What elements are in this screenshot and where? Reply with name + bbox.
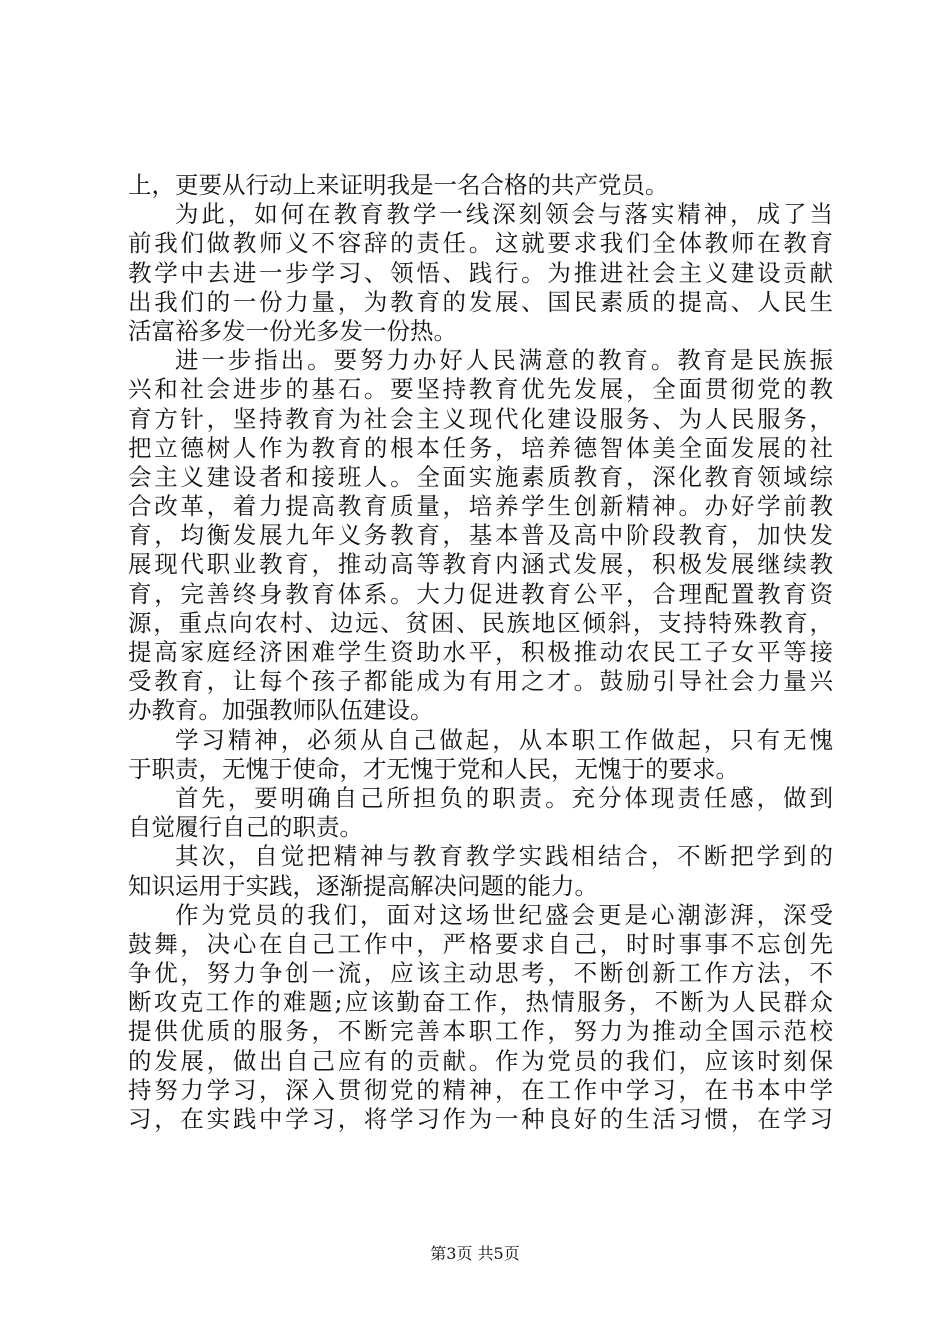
text-line: 受教育，让每个孩子都能成为有用之才。鼓励引导社会力量兴 (128, 667, 833, 696)
text-line: 源，重点向农村、边远、贫困、民族地区倾斜，支持特殊教育， (128, 608, 833, 637)
text-line: 为此，如何在教育教学一线深刻领会与落实精神，成了当 (175, 200, 833, 229)
text-line: 上，更要从行动上来证明我是一名合格的共产党员。 (128, 171, 669, 199)
text-line: 其次，自觉把精神与教育教学实践相结合，不断把学到的 (175, 842, 833, 871)
text-line: 争优，努力争创一流，应该主动思考，不断创新工作方法，不 (128, 959, 833, 988)
text-line: 前我们做教师义不容辞的责任。这就要求我们全体教师在教育 (128, 229, 833, 258)
text-line: 作为党员的我们，面对这场世纪盛会更是心潮澎湃，深受 (175, 900, 833, 929)
text-line: 出我们的一份力量，为教育的发展、国民素质的提高、人民生 (128, 287, 833, 316)
document-body (128, 171, 833, 1134)
text-line: 合改革，着力提高教育质量，培养学生创新精神。办好学前教 (128, 492, 833, 521)
text-line: 教学中去进一步学习、领悟、践行。为推进社会主义建设贡献 (128, 258, 833, 287)
text-line: 的发展，做出自己应有的贡献。作为党员的我们，应该时刻保 (128, 1046, 833, 1075)
text-line: 育，均衡发展九年义务教育，基本普及高中阶段教育，加快发 (128, 521, 833, 550)
text-line: 于职责，无愧于使命，才无愧于党和人民，无愧于的要求。 (128, 754, 739, 783)
text-line: 学习精神，必须从自己做起，从本职工作做起，只有无愧 (175, 725, 833, 754)
page-number: 第3页 共5页 (430, 1244, 520, 1263)
text-line: 自觉履行自己的职责。 (128, 813, 363, 842)
text-line: 知识运用于实践，逐渐提高解决问题的能力。 (128, 871, 598, 900)
text-line: 首先，要明确自己所担负的职责。充分体现责任感，做到 (175, 783, 833, 812)
text-line: 进一步指出。要努力办好人民满意的教育。教育是民族振 (175, 346, 833, 375)
text-line: 办教育。加强教师队伍建设。 (128, 696, 434, 725)
text-line: 活富裕多发一份光多发一份热。 (128, 316, 457, 345)
page-footer (0, 1241, 950, 1264)
text-line: 提供优质的服务，不断完善本职工作，努力为推动全国示范校 (128, 1017, 833, 1046)
text-line: 把立德树人作为教育的根本任务，培养德智体美全面发展的社 (128, 433, 833, 462)
text-line: 育方针，坚持教育为社会主义现代化建设服务、为人民服务， (128, 404, 833, 433)
text-line: 会主义建设者和接班人。全面实施素质教育，深化教育领域综 (128, 462, 833, 491)
text-line: 持努力学习，深入贯彻党的精神，在工作中学习，在书本中学 (128, 1075, 833, 1104)
text-line: 育，完善终身教育体系。大力促进教育公平，合理配置教育资 (128, 579, 833, 608)
text-line: 断攻克工作的难题;应该勤奋工作，热情服务，不断为人民群众 (128, 988, 833, 1017)
text-line: 提高家庭经济困难学生资助水平，积极推动农民工子女平等接 (128, 638, 833, 666)
text-line: 习，在实践中学习，将学习作为一种良好的生活习惯，在学习 (128, 1105, 833, 1133)
text-line: 兴和社会进步的基石。要坚持教育优先发展，全面贯彻党的教 (128, 375, 833, 404)
text-line: 展现代职业教育，推动高等教育内涵式发展，积极发展继续教 (128, 550, 833, 579)
text-line: 鼓舞，决心在自己工作中，严格要求自己，时时事事不忘创先 (128, 929, 833, 958)
